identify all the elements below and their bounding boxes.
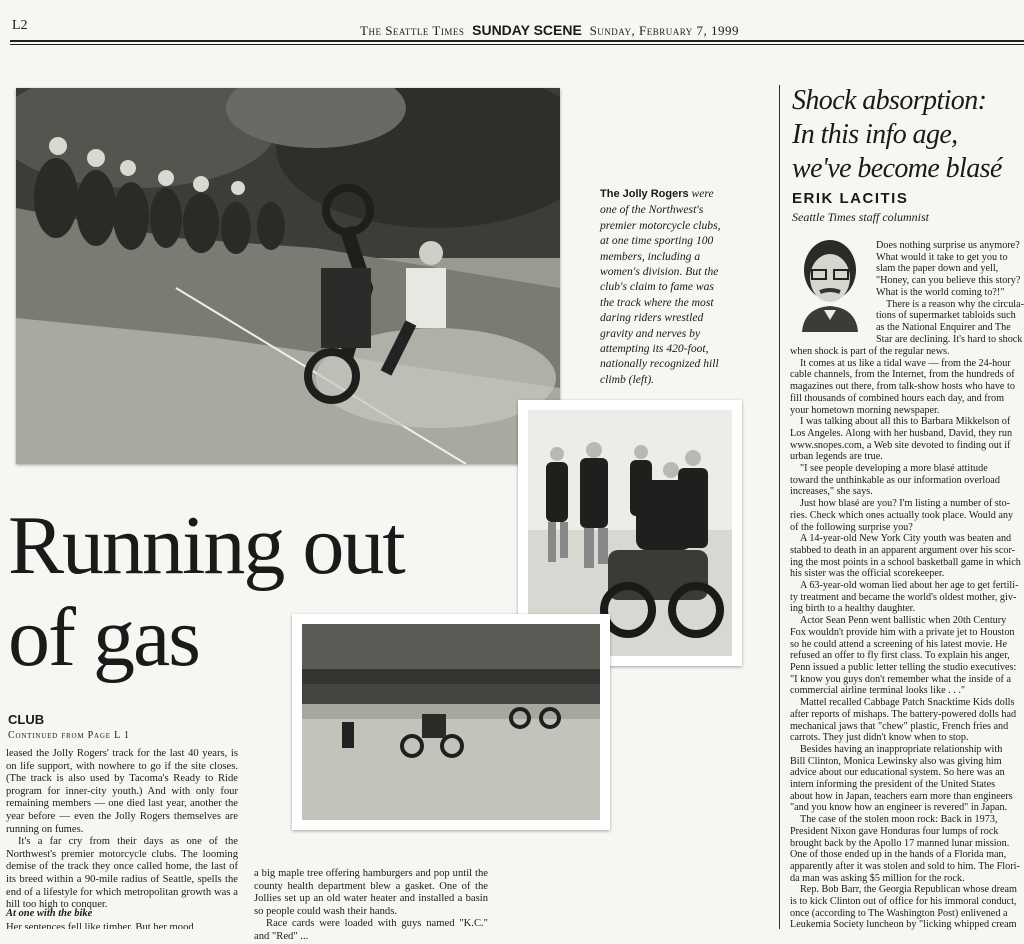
text-line: so he could attend a screening of his latest movie. He — [790, 638, 1007, 650]
text-line: brought back by the Apollo 17 manned lunar mission. — [790, 837, 1010, 849]
paragraph: Race cards were loaded with guys named "K.C." and "Red" ... — [254, 918, 488, 942]
text-line: advice about our educational system. So here was an — [790, 767, 1005, 779]
text-line: What would it take to get you to — [876, 251, 1008, 263]
text-line: Actor Sean Penn went ballistic when 20th Century — [800, 615, 1007, 627]
text-line: about how in Japan, teachers earn more than engineers — [790, 790, 1013, 802]
text-line: There is a reason why the circula- — [886, 298, 1024, 310]
text-line: magazines out there, from talk-show hosts who have to — [790, 381, 1015, 393]
paragraph: a big maple tree offering hamburgers and pop until the county health department blew a gasket. One of the Jollies set up an old water heater and installed a basin so people could wash their hands. — [254, 868, 488, 917]
text-line: "I see people developing a more blasé attitude — [800, 463, 988, 475]
masthead — [360, 22, 739, 39]
photo-caption — [600, 186, 726, 387]
text-line: increases," she says. — [790, 486, 873, 498]
continued-line: Continued from Page L 1 — [8, 730, 130, 741]
text-line: Rep. Bob Barr, the Georgia Republican whose dream — [800, 884, 1017, 896]
text-line: ries. Check which ones actually took place. Would any — [790, 509, 1014, 521]
text-line: refused an offer to fly first class. To explain his anger, — [790, 650, 1010, 662]
text-line: President Nixon gave Honduras four lumps of rock — [790, 825, 999, 837]
text-line: Penn issued a public letter telling the studio executives: — [790, 661, 1017, 673]
text-line: What is the world coming to?!" — [876, 286, 1005, 298]
text-line: after reports of mishaps. The battery-powered dolls had — [790, 708, 1017, 720]
page-number: L2 — [12, 18, 28, 33]
text-line: is to kick Clinton out of office for his immoral conduct, — [790, 896, 1017, 908]
column-intro — [876, 240, 1024, 345]
text-line: One of those ended up in the hands of a Florida man, — [790, 849, 1007, 861]
headline-line-2: of gas — [8, 591, 199, 684]
text-line: Besides having an inappropriate relationship with — [800, 743, 1003, 755]
headline-line-1: Running out — [8, 499, 404, 592]
text-line: carrots. They just didn't know when to stop. — [790, 732, 969, 744]
text-line: toward the unthinkable as our information overload — [790, 474, 1000, 486]
text-line: Star are declining. It's hard to shock — [876, 333, 1023, 345]
paper-name: The Seattle Times — [360, 23, 465, 38]
text-line: slam the paper down and yell, — [876, 263, 999, 275]
text-line: Los Angeles. Along with her husband, David, they run — [790, 427, 1013, 439]
text-line: when shock is part of the regular news. — [790, 346, 950, 357]
text-line: "Honey, can you believe this story? — [876, 275, 1021, 287]
story-column-1-tail: Her sentences fell like timber. But her mood — [6, 922, 194, 929]
text-line: "I know you guys don't remember what the inside of a — [790, 673, 1012, 685]
text-line: cable channels, from the Internet, from the hundreds of — [790, 369, 1015, 381]
text-line: intern informing the president of the United States — [790, 779, 996, 791]
issue-date: Sunday, February 7, 1999 — [589, 23, 739, 38]
story-column-2 — [254, 868, 488, 944]
text-line: stabbed to death in an apparent argument over his scor- — [790, 544, 1016, 556]
story-kicker: CLUB — [8, 712, 45, 727]
column-divider — [779, 85, 780, 929]
story-subhead: At one with the bike — [6, 908, 93, 919]
text-line: ing birth to a healthy daughter. — [790, 603, 916, 615]
text-line: tions of supermarket tabloids such — [876, 310, 1016, 322]
text-line: fill thousands of combined hours each day, and from — [790, 392, 1005, 404]
text-line: mechanical jaws that "chew" plastic, French fries and — [790, 720, 1009, 732]
text-line: Bill Clinton, Monica Lewinsky also was giving him — [790, 755, 1002, 767]
text-line: apparently after it was stolen and sold to him. The Flori- — [790, 860, 1020, 872]
column-title — [792, 84, 1022, 186]
text-line: commercial airline terminal looks like . . ." — [790, 685, 966, 697]
column-title-line: we've become blasé — [792, 153, 1002, 184]
caption-text: were one of the Northwest's premier motorcycle clubs, at one time sporting 100 members, including a women's division. But the club's claim to fame was the track where the most daring riders wrestled gravity and nerves by attempting its 420-foot, nationally recognized hill climb (left). — [600, 187, 721, 386]
section-name: SUNDAY SCENE — [472, 22, 582, 38]
text-line: "and you know how an engineer is revered" in Japan. — [790, 802, 1008, 814]
text-line: once (according to The Washington Post) enlivened a — [790, 907, 1008, 919]
caption-lead: The Jolly Rogers — [600, 188, 689, 200]
text-line: A 14-year-old New York City youth was beaten and — [800, 533, 1012, 545]
text-line: urban legends are true. — [790, 451, 883, 463]
text-line: Does nothing surprise us anymore? — [876, 240, 1020, 251]
column-body — [790, 346, 1024, 931]
text-line: Mattel recalled Cabbage Patch Snacktime Kids dolls — [800, 697, 1015, 709]
header-rule-thin — [10, 44, 1024, 45]
byline-role: Seattle Times staff columnist — [792, 210, 929, 224]
columnist-mugshot — [796, 236, 864, 332]
header-rule — [10, 40, 1024, 42]
text-line: Just how blasé are you? I'm listing a number of sto- — [800, 498, 1011, 510]
text-line: ing the most points in a school basketball game in which — [790, 556, 1021, 568]
paragraph: leased the Jolly Rogers' track for the last 40 years, is on life support, with nowhere to go if the site closes. (The track is also used by Tacoma's Ready to Ride program for inner-city youth.) And with only four remaining members — one died last year, another the year before — even the Jolly Rogers themselves are running on fumes. — [6, 748, 238, 835]
text-line: your hometown morning newspaper. — [790, 404, 940, 416]
text-line: Fox wouldn't provide him with a private jet to Houston — [790, 626, 1015, 638]
text-line: It comes at us like a tidal wave — from the 24-hour — [800, 357, 1011, 369]
text-line: Leukemia Society luncheon by "licking whipped cream — [790, 919, 1017, 931]
text-line: da man was asking $5 million for the rock. — [790, 872, 965, 884]
column-title-line: Shock absorption: — [792, 85, 987, 116]
text-line: his sister was the official scorekeeper. — [790, 568, 945, 580]
text-line: The case of the stolen moon rock: Back in 1973, — [800, 814, 998, 826]
column-title-line: In this info age, — [792, 119, 958, 150]
paragraph: It's a far cry from their days as one of the Northwest's premier motorcycle clubs. The looming demise of the track they once called home, the last of its breed within a 90-mile radius of Seattle, spells the end of a lifestyle for which metropolitan growth was a hill too high to conquer. — [6, 836, 238, 911]
story-column-1 — [6, 748, 238, 912]
text-line: www.snopes.com, a Web site devoted to finding out if — [790, 439, 1011, 451]
text-line: I was talking about all this to Barbara Mikkelson of — [800, 416, 1011, 428]
text-line: ty treatment and became the world's oldest mother, giv- — [790, 591, 1017, 603]
text-line: of the following surprise you? — [790, 521, 913, 533]
headline — [8, 500, 478, 684]
text-line: A 63-year-old woman lied about her age to get fertili- — [800, 580, 1019, 592]
byline: ERIK LACITIS — [792, 190, 909, 207]
hill-climb-photo — [16, 88, 560, 464]
text-line: as the National Enquirer and The — [876, 321, 1011, 333]
